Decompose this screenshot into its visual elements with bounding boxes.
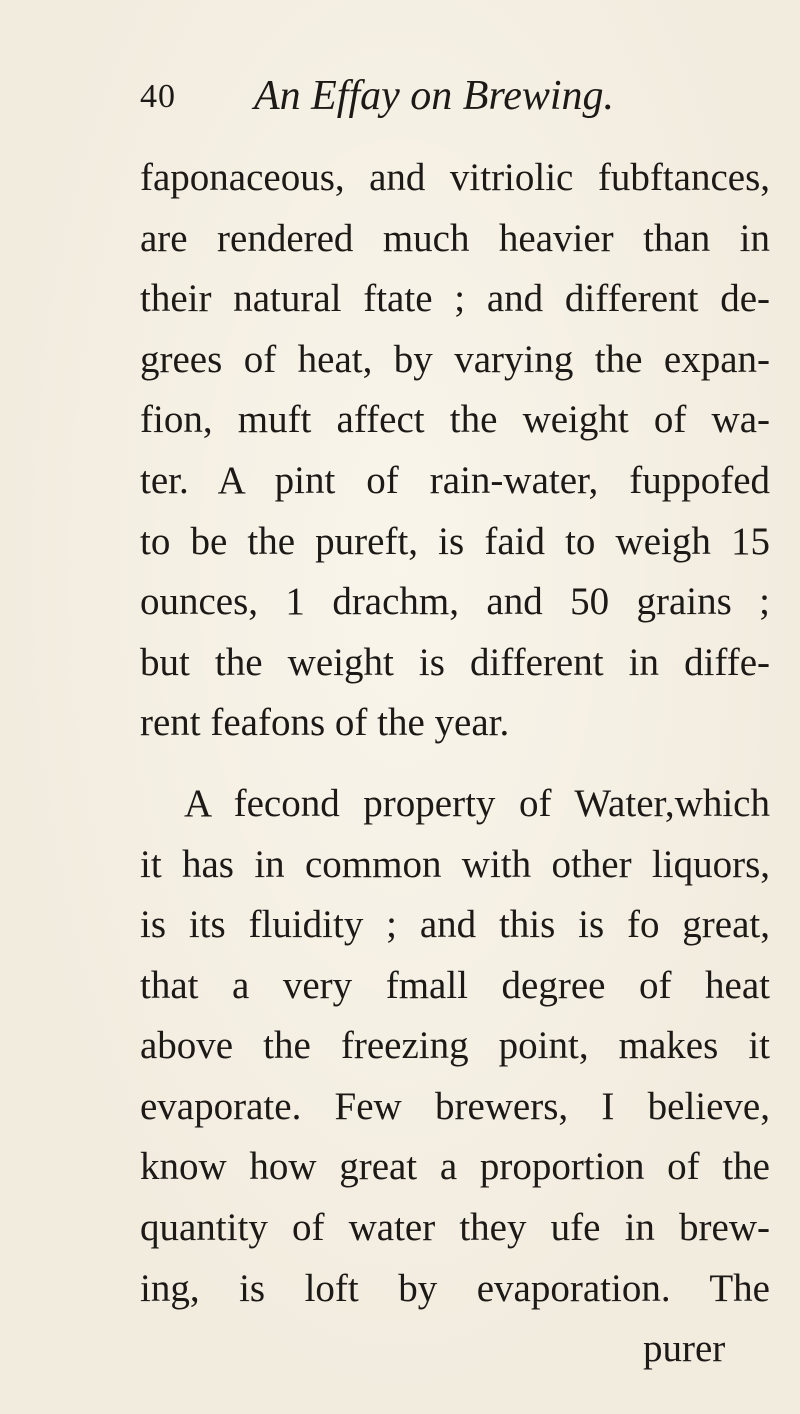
catchword: purer — [643, 1327, 726, 1370]
text-line: evaporate. Few brewers, I believe, — [140, 1085, 770, 1128]
text-line: A fecond property of Water,which — [184, 782, 770, 825]
text-line: fion, muft affect the weight of wa- — [140, 398, 770, 441]
text-line: above the freezing point, makes it — [140, 1024, 770, 1067]
text-line: their natural ftate ; and different de- — [140, 277, 770, 320]
text-line: that a very fmall degree of heat — [140, 964, 770, 1007]
text-line: faponaceous, and vitriolic fubftances, — [140, 156, 770, 199]
text-line: are rendered much heavier than in — [140, 217, 770, 260]
text-line: it has in common with other liquors, — [140, 843, 770, 886]
text-line: know how great a proportion of the — [140, 1145, 770, 1188]
text-line: to be the pureft, is faid to weigh 15 — [140, 520, 770, 563]
text-line: ter. A pint of rain-water, fuppofed — [140, 459, 770, 502]
text-line: but the weight is different in diffe- — [140, 641, 770, 684]
text-line: grees of heat, by varying the expan- — [140, 338, 770, 381]
text-line: quantity of water they ufe in brew- — [140, 1206, 770, 1249]
text-line: ing, is loft by evaporation. The — [140, 1267, 770, 1310]
page-header — [140, 72, 700, 132]
running-head: An Effay on Brewing. — [254, 73, 615, 119]
page-number: 40 — [140, 78, 176, 115]
text-line: is its fluidity ; and this is fo great, — [140, 903, 770, 946]
text-line: ounces, 1 drachm, and 50 grains ; — [140, 580, 770, 623]
text-line: rent feafons of the year. — [140, 701, 510, 744]
